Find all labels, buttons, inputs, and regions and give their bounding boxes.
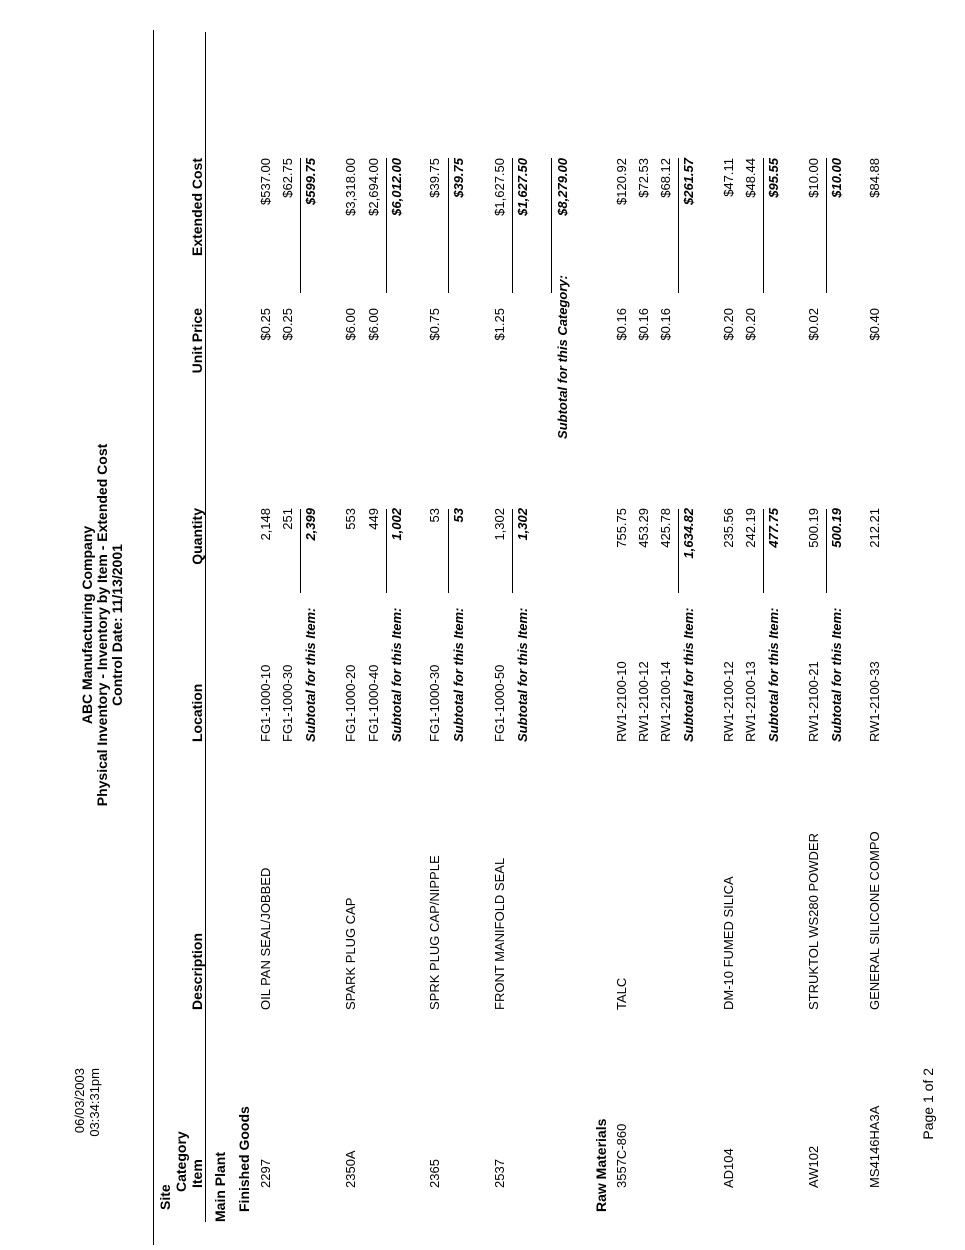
item-subtotal-cost: $1,627.50: [515, 158, 530, 216]
extended-cost: $1,627.50: [492, 158, 507, 216]
item-subtotal-label: Subtotal for this Item:: [303, 607, 318, 742]
quantity: 242.19: [743, 508, 758, 548]
category-name: Raw Materials: [593, 1118, 609, 1212]
col-unit-price: Unit Price: [189, 308, 205, 374]
location: FG1-1000-30: [427, 664, 442, 742]
qty-subtotal-rule: [678, 509, 679, 593]
extended-cost: $3,318.00: [343, 158, 358, 216]
quantity: 212.21: [867, 508, 882, 548]
item-subtotal-label: Subtotal for this Item:: [515, 607, 530, 742]
item-subtotal-cost: $95.55: [766, 158, 781, 198]
item-description: SPRK PLUG CAP/NIPPLE: [427, 855, 442, 1010]
extended-cost: $10.00: [806, 158, 821, 198]
unit-price: $0.20: [743, 308, 758, 341]
item-description: TALC: [614, 977, 629, 1010]
site-name: Main Plant: [212, 1151, 228, 1222]
unit-price: $0.02: [806, 308, 821, 341]
location: FG1-1000-50: [492, 664, 507, 742]
col-site: Site: [157, 1184, 173, 1210]
cost-subtotal-rule: [448, 158, 449, 293]
item-description: SPARK PLUG CAP: [343, 897, 358, 1010]
control-date: Control Date: 11/13/2001: [109, 544, 125, 706]
cost-subtotal-rule: [826, 158, 827, 293]
extended-cost: $47.11: [721, 158, 736, 197]
quantity: 2,148: [258, 508, 273, 541]
item-subtotal-quantity: 477.75: [766, 508, 781, 548]
extended-cost: $72.53: [636, 158, 651, 198]
header-rule-bottom: [205, 32, 206, 1222]
item-number: AW102: [806, 1145, 821, 1188]
location: RW1-2100-12: [721, 661, 736, 742]
item-subtotal-quantity: 1,634.82: [681, 508, 696, 559]
qty-subtotal-rule: [512, 509, 513, 593]
qty-subtotal-rule: [826, 509, 827, 593]
quantity: 235.56: [721, 508, 736, 548]
location: RW1-2100-21: [806, 661, 821, 742]
item-description: STRUKTOL WS280 POWDER: [806, 833, 821, 1010]
unit-price: $0.25: [258, 308, 273, 341]
location: FG1-1000-40: [366, 664, 381, 742]
unit-price: $0.40: [867, 308, 882, 341]
item-subtotal-label: Subtotal for this Item:: [829, 607, 844, 742]
item-subtotal-cost: $261.57: [681, 158, 696, 205]
item-subtotal-quantity: 2,399: [303, 508, 318, 541]
report-title: Physical Inventory - Inventory by Item - Extended Cost: [94, 443, 110, 807]
item-subtotal-label: Subtotal for this Item:: [389, 607, 404, 742]
quantity: 449: [366, 508, 381, 530]
quantity: 1,302: [492, 508, 507, 541]
cost-subtotal-rule: [386, 158, 387, 293]
unit-price: $0.25: [280, 308, 295, 341]
location: RW1-2100-12: [636, 661, 651, 742]
extended-cost: $68.12: [658, 158, 673, 198]
unit-price: $0.20: [721, 308, 736, 341]
category-subtotal-label: Subtotal for this Category:: [555, 275, 570, 439]
col-category: Category: [173, 1131, 189, 1192]
item-subtotal-label: Subtotal for this Item:: [451, 607, 466, 742]
item-subtotal-cost: $599.75: [303, 158, 318, 205]
col-item: Item: [189, 1159, 205, 1188]
location: FG1-1000-20: [343, 664, 358, 742]
location: RW1-2100-13: [743, 661, 758, 742]
item-subtotal-cost: $39.75: [451, 158, 466, 198]
item-description: OIL PAN SEAL/JOBBED: [258, 867, 273, 1010]
qty-subtotal-rule: [386, 509, 387, 593]
item-number: MS4146HA3A: [867, 1105, 882, 1188]
quantity: 553: [343, 508, 358, 530]
quantity: 755.75: [614, 508, 629, 548]
item-number: 2537: [492, 1159, 507, 1188]
item-subtotal-cost: $6,012.00: [389, 158, 404, 216]
location: RW1-2100-33: [867, 661, 882, 742]
item-subtotal-quantity: 1,302: [515, 508, 530, 541]
quantity: 453.29: [636, 508, 651, 548]
location: FG1-1000-10: [258, 664, 273, 742]
extended-cost: $2,694.00: [366, 158, 381, 216]
item-subtotal-quantity: 53: [451, 508, 466, 523]
item-description: FRONT MANIFOLD SEAL: [492, 857, 507, 1010]
category-name: Finished Goods: [236, 1106, 252, 1212]
unit-price: $0.75: [427, 308, 442, 341]
item-subtotal-quantity: 1,002: [389, 508, 404, 541]
item-number: 3557C-860: [614, 1123, 629, 1188]
location: RW1-2100-14: [658, 661, 673, 742]
item-number: AD104: [721, 1148, 736, 1188]
item-description: GENERAL SILICONE COMPO: [867, 831, 882, 1010]
quantity: 251: [280, 508, 295, 530]
category-subtotal-rule: [551, 158, 552, 293]
quantity: 53: [427, 508, 442, 523]
item-subtotal-quantity: 500.19: [829, 508, 844, 548]
extended-cost: $84.88: [867, 158, 882, 198]
unit-price: $0.16: [614, 308, 629, 341]
col-extended-cost: Extended Cost: [189, 158, 205, 257]
quantity: 500.19: [806, 508, 821, 548]
unit-price: $0.16: [658, 308, 673, 341]
cost-subtotal-rule: [678, 158, 679, 293]
location: FG1-1000-30: [280, 664, 295, 742]
unit-price: $6.00: [366, 308, 381, 341]
quantity: 425.78: [658, 508, 673, 548]
page-number: Page 1 of 2: [920, 1068, 936, 1140]
qty-subtotal-rule: [300, 509, 301, 593]
extended-cost: $62.75: [280, 158, 295, 198]
unit-price: $1.25: [492, 308, 507, 341]
item-number: 2350A: [343, 1150, 358, 1188]
category-subtotal-cost: $8,279.00: [555, 158, 570, 216]
col-location: Location: [189, 683, 205, 742]
col-description: Description: [189, 932, 205, 1010]
header-rule-top: [153, 30, 154, 1245]
extended-cost: $48.44: [743, 158, 758, 198]
report-date: 06/03/2003: [72, 1068, 87, 1134]
location: RW1-2100-10: [614, 661, 629, 742]
cost-subtotal-rule: [300, 158, 301, 293]
extended-cost: $537.00: [258, 158, 273, 205]
cost-subtotal-rule: [763, 158, 764, 293]
qty-subtotal-rule: [763, 509, 764, 593]
unit-price: $6.00: [343, 308, 358, 341]
cost-subtotal-rule: [512, 158, 513, 293]
company-name: ABC Manufacturing Company: [79, 525, 95, 725]
extended-cost: $120.92: [614, 158, 629, 205]
extended-cost: $39.75: [427, 158, 442, 198]
item-description: DM-10 FUMED SILICA: [721, 876, 736, 1010]
item-subtotal-label: Subtotal for this Item:: [681, 607, 696, 742]
col-quantity: Quantity: [189, 508, 205, 565]
item-number: 2365: [427, 1159, 442, 1188]
item-number: 2297: [258, 1159, 273, 1188]
unit-price: $0.16: [636, 308, 651, 341]
item-subtotal-label: Subtotal for this Item:: [766, 607, 781, 742]
item-subtotal-cost: $10.00: [829, 158, 844, 198]
qty-subtotal-rule: [448, 509, 449, 593]
report-time: 03:34:31pm: [87, 1068, 102, 1137]
